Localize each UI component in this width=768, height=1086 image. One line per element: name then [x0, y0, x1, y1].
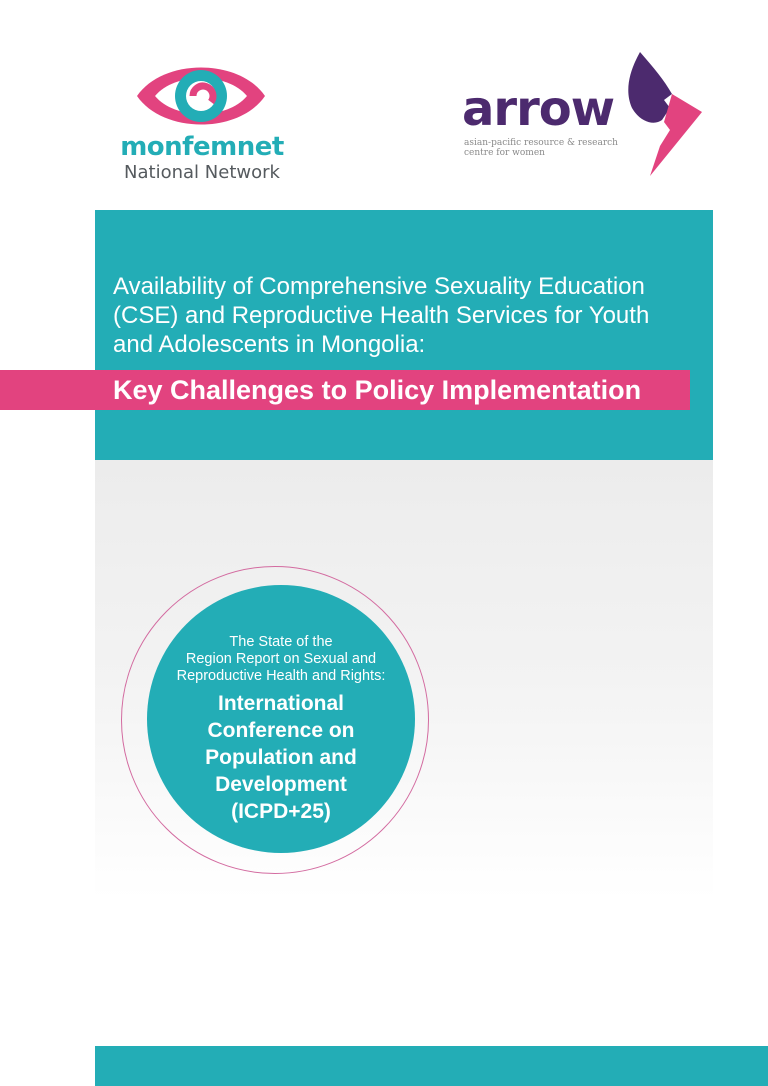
- report-title-line-3: and Adolescents in Mongolia:: [113, 331, 426, 358]
- monfemnet-logo-subtitle: National Network: [124, 162, 280, 183]
- report-title: [113, 272, 703, 359]
- badge-main-line-5: (ICPD+25): [231, 800, 331, 823]
- arrow-tagline-line-2: centre for women: [464, 148, 545, 158]
- badge-intro-text: [155, 634, 407, 685]
- monfemnet-logo-text: monfemnet: [120, 132, 284, 162]
- badge-main-line-2: Conference on: [207, 719, 355, 742]
- badge-main-line-1: International: [217, 692, 344, 715]
- badge-intro-line-2: Region Report on Sexual and: [185, 651, 377, 667]
- report-subtitle: Key Challenges to Policy Implementation: [113, 375, 642, 405]
- report-title-line-2: (CSE) and Reproductive Health Services for Youth: [113, 302, 650, 329]
- badge-intro-line-3: Reproductive Health and Rights:: [176, 668, 386, 684]
- arrow-logo-text: arrow: [462, 81, 615, 137]
- report-title-line-1: Availability of Comprehensive Sexuality Education: [113, 273, 645, 300]
- badge-main-line-3: Population and: [205, 746, 357, 769]
- badge-main-text: [155, 690, 407, 825]
- woman-profile-icon: [610, 50, 706, 178]
- badge-intro-line-1: The State of the: [229, 634, 333, 650]
- eye-logo-icon: [133, 54, 269, 138]
- arrow-logo-tagline: [464, 138, 634, 158]
- arrow-tagline-line-1: asian-pacific resource & research: [464, 138, 618, 148]
- badge-main-line-4: Development: [215, 773, 347, 796]
- bottom-band: [95, 1046, 768, 1086]
